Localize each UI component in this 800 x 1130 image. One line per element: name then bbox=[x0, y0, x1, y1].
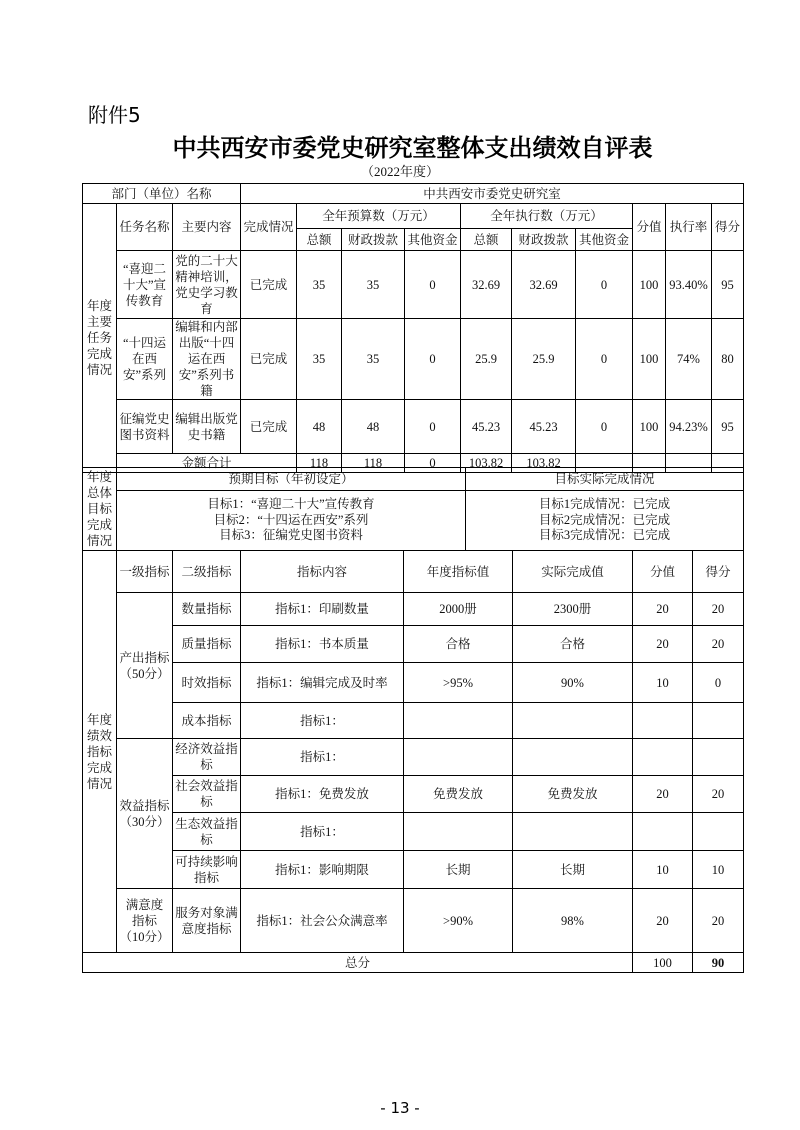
expected-goals-header: 预期目标（年初设定） bbox=[117, 468, 466, 491]
task-exec-rate: 74% bbox=[666, 319, 712, 400]
task-table bbox=[82, 183, 744, 473]
indicator-actual bbox=[513, 813, 633, 851]
indicator-actual bbox=[513, 703, 633, 739]
indicator-score-value bbox=[633, 703, 693, 739]
exec-fiscal: 25.9 bbox=[512, 319, 576, 400]
level1-label-line: 指标 bbox=[131, 913, 157, 928]
total-score-value: 100 bbox=[633, 953, 693, 973]
task-content: 党的二十大精神培训，党史学习教育 bbox=[173, 251, 241, 319]
indicator-content: 指标1： bbox=[241, 813, 404, 851]
task-row bbox=[83, 400, 744, 454]
indicator-target bbox=[404, 813, 513, 851]
indicator-row bbox=[83, 776, 744, 813]
sum-budget-total: 118 bbox=[297, 454, 342, 473]
indicator-target: 长期 bbox=[404, 851, 513, 889]
expected-goal: 目标1：“喜迎二十大”宣传教育 bbox=[207, 497, 375, 512]
exec-other: 0 bbox=[576, 251, 633, 319]
indicator-score-value: 10 bbox=[633, 851, 693, 889]
indicator-content: 指标1： bbox=[241, 703, 404, 739]
level1-label-line: 效益指标 bbox=[119, 798, 170, 813]
indicator-row bbox=[83, 813, 744, 851]
indicator-score-value: 20 bbox=[633, 776, 693, 813]
header-budget: 全年预算数（万元） bbox=[297, 204, 461, 229]
indicator-score: 20 bbox=[693, 776, 744, 813]
header-exec-other: 其他资金 bbox=[576, 229, 633, 251]
indicator-score-value: 20 bbox=[633, 593, 693, 626]
level2-label: 可持续影响指标 bbox=[173, 851, 241, 889]
header-exec-fiscal: 财政拨款 bbox=[512, 229, 576, 251]
task-score: 95 bbox=[712, 400, 744, 454]
indicator-score: 20 bbox=[693, 593, 744, 626]
indicator-target: >90% bbox=[404, 889, 513, 953]
level1-output bbox=[117, 593, 173, 739]
level1-label-line: 满意度 bbox=[125, 897, 164, 912]
budget-fiscal: 35 bbox=[342, 251, 405, 319]
indicator-target bbox=[404, 739, 513, 776]
exec-fiscal: 45.23 bbox=[512, 400, 576, 454]
indicator-score-value: 10 bbox=[633, 663, 693, 703]
indicator-actual: 免费发放 bbox=[513, 776, 633, 813]
header-indicator-content: 指标内容 bbox=[241, 551, 404, 593]
header-task-content: 主要内容 bbox=[173, 204, 241, 251]
task-name: 征编党史图书资料 bbox=[117, 400, 173, 454]
indicator-section-cell bbox=[83, 551, 117, 953]
indicator-score-value: 20 bbox=[633, 626, 693, 663]
level2-label: 数量指标 bbox=[173, 593, 241, 626]
indicator-score bbox=[693, 739, 744, 776]
indicator-score: 20 bbox=[693, 889, 744, 953]
page-number: - 13 - bbox=[380, 1099, 420, 1117]
indicator-score: 0 bbox=[693, 663, 744, 703]
task-row bbox=[83, 319, 744, 400]
sum-budget-other: 0 bbox=[405, 454, 461, 473]
task-status: 已完成 bbox=[241, 400, 297, 454]
sum-budget-fiscal: 118 bbox=[342, 454, 405, 473]
level1-benefit bbox=[117, 739, 173, 889]
exec-total: 25.9 bbox=[461, 319, 512, 400]
indicator-content: 指标1：印刷数量 bbox=[241, 593, 404, 626]
indicator-content: 指标1：免费发放 bbox=[241, 776, 404, 813]
task-score: 95 bbox=[712, 251, 744, 319]
indicator-score-value bbox=[633, 739, 693, 776]
exec-fiscal: 32.69 bbox=[512, 251, 576, 319]
level2-label: 时效指标 bbox=[173, 663, 241, 703]
level2-label: 服务对象满意度指标 bbox=[173, 889, 241, 953]
indicator-row bbox=[83, 663, 744, 703]
indicator-content: 指标1：影响期限 bbox=[241, 851, 404, 889]
header-level1: 一级指标 bbox=[117, 551, 173, 593]
task-section-cell bbox=[83, 204, 117, 473]
task-score-value: 100 bbox=[633, 319, 666, 400]
budget-other: 0 bbox=[405, 400, 461, 454]
task-exec-rate: 94.23% bbox=[666, 400, 712, 454]
indicator-actual bbox=[513, 739, 633, 776]
header-budget-other: 其他资金 bbox=[405, 229, 461, 251]
task-exec-rate: 93.40% bbox=[666, 251, 712, 319]
total-label: 总分 bbox=[83, 953, 633, 973]
year-label: （2022年度） bbox=[360, 164, 439, 179]
level1-satisfaction bbox=[117, 889, 173, 953]
indicator-content: 指标1：编辑完成及时率 bbox=[241, 663, 404, 703]
level2-label: 社会效益指标 bbox=[173, 776, 241, 813]
task-name: “十四运在西安”系列 bbox=[117, 319, 173, 400]
header-level2: 二级指标 bbox=[173, 551, 241, 593]
level2-label: 成本指标 bbox=[173, 703, 241, 739]
budget-other: 0 bbox=[405, 319, 461, 400]
indicator-table bbox=[82, 550, 744, 973]
task-header-row bbox=[83, 204, 744, 229]
indicator-target: 2000册 bbox=[404, 593, 513, 626]
level1-label-line: （30分） bbox=[119, 814, 170, 829]
level1-label-line: 产出指标 bbox=[119, 650, 170, 665]
budget-total: 48 bbox=[297, 400, 342, 454]
level1-label-line: （10分） bbox=[119, 929, 170, 944]
exec-total: 45.23 bbox=[461, 400, 512, 454]
header-budget-fiscal: 财政拨款 bbox=[342, 229, 405, 251]
header-task-status: 完成情况 bbox=[241, 204, 297, 251]
sum-exec-total: 103.82 bbox=[461, 454, 512, 473]
page-title: 中共西安市委党史研究室整体支出绩效自评表 bbox=[172, 134, 653, 162]
task-name: “喜迎二十大”宣传教育 bbox=[117, 251, 173, 319]
indicator-row bbox=[83, 593, 744, 626]
task-status: 已完成 bbox=[241, 251, 297, 319]
indicator-score bbox=[693, 813, 744, 851]
exec-other: 0 bbox=[576, 400, 633, 454]
goals-section-cell bbox=[83, 468, 117, 551]
task-content: 编辑出版党史书籍 bbox=[173, 400, 241, 454]
budget-fiscal: 35 bbox=[342, 319, 405, 400]
sum-label: 金额合计 bbox=[117, 454, 297, 473]
header-budget-total: 总额 bbox=[297, 229, 342, 251]
actual-goals-cell bbox=[466, 491, 744, 551]
actual-goal: 目标1完成情况：已完成 bbox=[538, 497, 671, 512]
attachment-label: 附件5 bbox=[88, 103, 141, 127]
indicator-header-row bbox=[83, 551, 744, 593]
budget-total: 35 bbox=[297, 319, 342, 400]
goals-table bbox=[82, 467, 744, 551]
goals-header-row bbox=[83, 468, 744, 491]
exec-total: 32.69 bbox=[461, 251, 512, 319]
header-indicator-score: 得分 bbox=[693, 551, 744, 593]
indicator-target: 合格 bbox=[404, 626, 513, 663]
header-target: 年度指标值 bbox=[404, 551, 513, 593]
exec-other: 0 bbox=[576, 319, 633, 400]
header-exec-rate: 执行率 bbox=[666, 204, 712, 251]
task-section-label: 年度主要任务完成情况 bbox=[86, 299, 112, 377]
indicator-target: 免费发放 bbox=[404, 776, 513, 813]
indicator-score-value bbox=[633, 813, 693, 851]
indicator-row bbox=[83, 851, 744, 889]
indicator-actual: 长期 bbox=[513, 851, 633, 889]
header-exec: 全年执行数（万元） bbox=[461, 204, 633, 229]
budget-total: 35 bbox=[297, 251, 342, 319]
indicator-score-value: 20 bbox=[633, 889, 693, 953]
header-actual: 实际完成值 bbox=[513, 551, 633, 593]
actual-goals-header: 目标实际完成情况 bbox=[466, 468, 744, 491]
dept-value: 中共西安市委党史研究室 bbox=[241, 184, 744, 204]
indicator-row bbox=[83, 739, 744, 776]
dept-label: 部门（单位）名称 bbox=[83, 184, 241, 204]
header-indicator-score-value: 分值 bbox=[633, 551, 693, 593]
budget-fiscal: 48 bbox=[342, 400, 405, 454]
expected-goal: 目标2：“十四运在西安”系列 bbox=[213, 512, 369, 527]
expected-goal: 目标3：征编党史图书资料 bbox=[219, 528, 363, 543]
indicator-target bbox=[404, 703, 513, 739]
indicator-actual: 2300册 bbox=[513, 593, 633, 626]
header-score-value: 分值 bbox=[633, 204, 666, 251]
sum-exec-fiscal: 103.82 bbox=[512, 454, 576, 473]
expected-goals-cell bbox=[117, 491, 466, 551]
actual-goal: 目标2完成情况：已完成 bbox=[538, 512, 671, 527]
goals-section-label: 年度总体目标完成情况 bbox=[86, 470, 112, 548]
level2-label: 经济效益指标 bbox=[173, 739, 241, 776]
level2-label: 质量指标 bbox=[173, 626, 241, 663]
header-task-name: 任务名称 bbox=[117, 204, 173, 251]
header-exec-total: 总额 bbox=[461, 229, 512, 251]
indicator-row bbox=[83, 889, 744, 953]
indicator-row bbox=[83, 626, 744, 663]
total-row bbox=[83, 953, 744, 973]
header-score: 得分 bbox=[712, 204, 744, 251]
dept-row bbox=[83, 184, 744, 204]
total-score: 90 bbox=[693, 953, 744, 973]
indicator-actual: 90% bbox=[513, 663, 633, 703]
indicator-score: 20 bbox=[693, 626, 744, 663]
budget-other: 0 bbox=[405, 251, 461, 319]
indicator-target: >95% bbox=[404, 663, 513, 703]
indicator-row bbox=[83, 703, 744, 739]
actual-goal: 目标3完成情况：已完成 bbox=[538, 528, 671, 543]
indicator-content: 指标1：书本质量 bbox=[241, 626, 404, 663]
indicator-content: 指标1： bbox=[241, 739, 404, 776]
task-score-value: 100 bbox=[633, 251, 666, 319]
task-status: 已完成 bbox=[241, 319, 297, 400]
indicator-score bbox=[693, 703, 744, 739]
task-content: 编辑和内部出版“十四运在西安”系列书籍 bbox=[173, 319, 241, 400]
task-score: 80 bbox=[712, 319, 744, 400]
indicator-actual: 98% bbox=[513, 889, 633, 953]
indicator-content: 指标1：社会公众满意率 bbox=[241, 889, 404, 953]
level1-label-line: （50分） bbox=[119, 666, 170, 681]
task-score-value: 100 bbox=[633, 400, 666, 454]
task-row bbox=[83, 251, 744, 319]
indicator-section-label: 年度绩效指标完成情况 bbox=[86, 712, 112, 791]
indicator-score: 10 bbox=[693, 851, 744, 889]
level2-label: 生态效益指标 bbox=[173, 813, 241, 851]
indicator-actual: 合格 bbox=[513, 626, 633, 663]
goals-content-row bbox=[83, 491, 744, 551]
